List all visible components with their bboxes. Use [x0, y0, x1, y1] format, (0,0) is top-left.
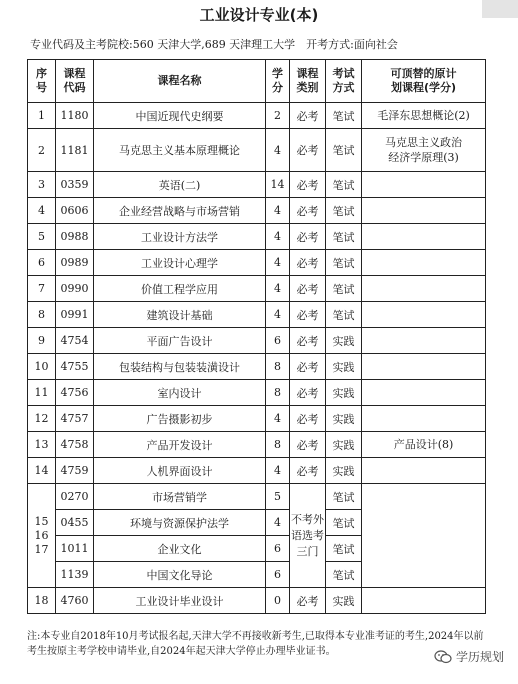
exam-cell: 笔试 [326, 510, 362, 536]
course-name-cell: 产品开发设计 [94, 432, 266, 458]
code-cell: 1011 [56, 536, 94, 562]
type-cell: 必考 [290, 432, 326, 458]
seq-cell: 12 [28, 406, 56, 432]
course-name-cell: 马克思主义基本原理概论 [94, 129, 266, 172]
code-cell: 4760 [56, 588, 94, 614]
seq-cell: 5 [28, 224, 56, 250]
exam-cell: 笔试 [326, 484, 362, 510]
header-name: 课程名称 [94, 60, 266, 103]
course-name-cell: 环境与资源保护法学 [94, 510, 266, 536]
exam-cell: 笔试 [326, 224, 362, 250]
elective-type-cell: 不考外 语选考 三门 [290, 484, 326, 588]
exam-cell: 实践 [326, 380, 362, 406]
credit-cell: 8 [266, 432, 290, 458]
course-name-cell: 建筑设计基础 [94, 302, 266, 328]
exam-cell: 实践 [326, 458, 362, 484]
exam-cell: 笔试 [326, 536, 362, 562]
seq-cell: 7 [28, 276, 56, 302]
course-name-cell: 中国近现代史纲要 [94, 103, 266, 129]
table-row [28, 588, 486, 614]
seq-cell: 8 [28, 302, 56, 328]
type-cell: 必考 [290, 250, 326, 276]
document-subtitle: 专业代码及主考院校:560 天津大学,689 天津理工大学 开考方式:面向社会 [30, 38, 398, 51]
header-replace: 可顶替的原计 划课程(学分) [362, 60, 486, 103]
type-cell: 必考 [290, 129, 326, 172]
credit-cell: 4 [266, 129, 290, 172]
course-name-cell: 工业设计心理学 [94, 250, 266, 276]
type-cell: 必考 [290, 380, 326, 406]
footnote: 注:本专业自2018年10月考试报名起,天津大学不再接收新考生,已取得本专业准考证的考生,2024年以前考生按原主考学校申请毕业,自2024年起天津大学停止办理毕业证书。 [27, 631, 484, 657]
exam-cell: 笔试 [326, 129, 362, 172]
table-row [28, 302, 486, 328]
course-name-cell: 工业设计毕业设计 [94, 588, 266, 614]
exam-cell: 实践 [326, 588, 362, 614]
credit-cell: 8 [266, 380, 290, 406]
credit-cell: 4 [266, 302, 290, 328]
credit-cell: 8 [266, 354, 290, 380]
replace-cell: 毛泽东思想概论(2) [362, 103, 486, 129]
exam-cell: 笔试 [326, 103, 362, 129]
type-cell: 必考 [290, 588, 326, 614]
type-cell: 必考 [290, 276, 326, 302]
code-cell: 4758 [56, 432, 94, 458]
exam-cell: 笔试 [326, 302, 362, 328]
credit-cell: 4 [266, 250, 290, 276]
header-credit: 学 分 [266, 60, 290, 103]
replace-cell [362, 224, 486, 250]
replace-cell [362, 198, 486, 224]
code-cell: 4757 [56, 406, 94, 432]
header-seq: 序 号 [28, 60, 56, 103]
credit-cell: 4 [266, 224, 290, 250]
seq-cell: 13 [28, 432, 56, 458]
course-name-cell: 企业文化 [94, 536, 266, 562]
replace-cell [362, 458, 486, 484]
course-name-cell: 工业设计方法学 [94, 224, 266, 250]
course-name-cell: 平面广告设计 [94, 328, 266, 354]
code-cell: 4759 [56, 458, 94, 484]
wechat-icon [434, 650, 452, 664]
seq-cell: 3 [28, 172, 56, 198]
code-cell: 0990 [56, 276, 94, 302]
exam-cell: 实践 [326, 354, 362, 380]
table-row [28, 250, 486, 276]
credit-cell: 6 [266, 328, 290, 354]
seq-cell: 6 [28, 250, 56, 276]
course-name-cell: 广告摄影初步 [94, 406, 266, 432]
credit-cell: 4 [266, 406, 290, 432]
seq-cell: 2 [28, 129, 56, 172]
type-cell: 必考 [290, 328, 326, 354]
header-code: 课程 代码 [56, 60, 94, 103]
replace-cell: 马克思主义政治 经济学原理(3) [362, 129, 486, 172]
table-row [28, 432, 486, 458]
course-name-cell: 英语(二) [94, 172, 266, 198]
watermark [434, 648, 504, 665]
exam-cell: 实践 [326, 328, 362, 354]
watermark-text: 学历规划 [456, 650, 505, 664]
seq-cell: 10 [28, 354, 56, 380]
code-cell: 0988 [56, 224, 94, 250]
seq-cell: 1 [28, 103, 56, 129]
exam-cell: 笔试 [326, 172, 362, 198]
header-type: 课程 类别 [290, 60, 326, 103]
credit-cell: 6 [266, 562, 290, 588]
replace-cell [362, 250, 486, 276]
exam-cell: 实践 [326, 406, 362, 432]
replace-cell: 产品设计(8) [362, 432, 486, 458]
replace-cell [362, 172, 486, 198]
document-title: 工业设计专业(本) [199, 6, 319, 24]
course-name-cell: 企业经营战略与市场营销 [94, 198, 266, 224]
table-row [28, 380, 486, 406]
course-name-cell: 人机界面设计 [94, 458, 266, 484]
code-cell: 1180 [56, 103, 94, 129]
table-body [28, 103, 486, 614]
replace-cell [362, 588, 486, 614]
seq-cell: 4 [28, 198, 56, 224]
credit-cell: 0 [266, 588, 290, 614]
credit-cell: 6 [266, 536, 290, 562]
type-cell: 必考 [290, 354, 326, 380]
exam-cell: 实践 [326, 432, 362, 458]
table-row [28, 129, 486, 172]
exam-cell: 笔试 [326, 198, 362, 224]
table-row [28, 224, 486, 250]
code-cell: 0606 [56, 198, 94, 224]
seq-cell: 18 [28, 588, 56, 614]
code-cell: 4754 [56, 328, 94, 354]
table-row [28, 276, 486, 302]
course-name-cell: 市场营销学 [94, 484, 266, 510]
code-cell: 0455 [56, 510, 94, 536]
type-cell: 必考 [290, 406, 326, 432]
course-name-cell: 包装结构与包装装潢设计 [94, 354, 266, 380]
table-row [28, 458, 486, 484]
course-name-cell: 价值工程学应用 [94, 276, 266, 302]
replace-cell [362, 406, 486, 432]
type-cell: 必考 [290, 224, 326, 250]
code-cell: 1181 [56, 129, 94, 172]
replace-cell [362, 354, 486, 380]
code-cell: 4756 [56, 380, 94, 406]
code-cell: 0989 [56, 250, 94, 276]
code-cell: 0359 [56, 172, 94, 198]
table-row [28, 172, 486, 198]
course-table [27, 59, 486, 614]
credit-cell: 4 [266, 198, 290, 224]
replace-cell [362, 276, 486, 302]
table-header-row [28, 60, 486, 103]
header-exam: 考试 方式 [326, 60, 362, 103]
code-cell: 0991 [56, 302, 94, 328]
type-cell: 必考 [290, 198, 326, 224]
type-cell: 必考 [290, 302, 326, 328]
table-row [28, 103, 486, 129]
replace-cell [362, 328, 486, 354]
type-cell: 必考 [290, 458, 326, 484]
exam-cell: 笔试 [326, 276, 362, 302]
seq-cell: 11 [28, 380, 56, 406]
type-cell: 必考 [290, 172, 326, 198]
exam-cell: 笔试 [326, 250, 362, 276]
code-cell: 4755 [56, 354, 94, 380]
table-row [28, 484, 486, 510]
credit-cell: 4 [266, 458, 290, 484]
course-name-cell: 室内设计 [94, 380, 266, 406]
replace-cell [362, 484, 486, 588]
table-row [28, 354, 486, 380]
exam-cell: 笔试 [326, 562, 362, 588]
table-row [28, 406, 486, 432]
table-row [28, 198, 486, 224]
type-cell: 必考 [290, 103, 326, 129]
replace-cell [362, 302, 486, 328]
course-name-cell: 中国文化导论 [94, 562, 266, 588]
seq-cell: 9 [28, 328, 56, 354]
seq-cell: 14 [28, 458, 56, 484]
credit-cell: 5 [266, 484, 290, 510]
credit-cell: 14 [266, 172, 290, 198]
credit-cell: 2 [266, 103, 290, 129]
credit-cell: 4 [266, 276, 290, 302]
code-cell: 1139 [56, 562, 94, 588]
seq-cell: 15 16 17 [28, 484, 56, 588]
code-cell: 0270 [56, 484, 94, 510]
table-row [28, 328, 486, 354]
credit-cell: 4 [266, 510, 290, 536]
replace-cell [362, 380, 486, 406]
